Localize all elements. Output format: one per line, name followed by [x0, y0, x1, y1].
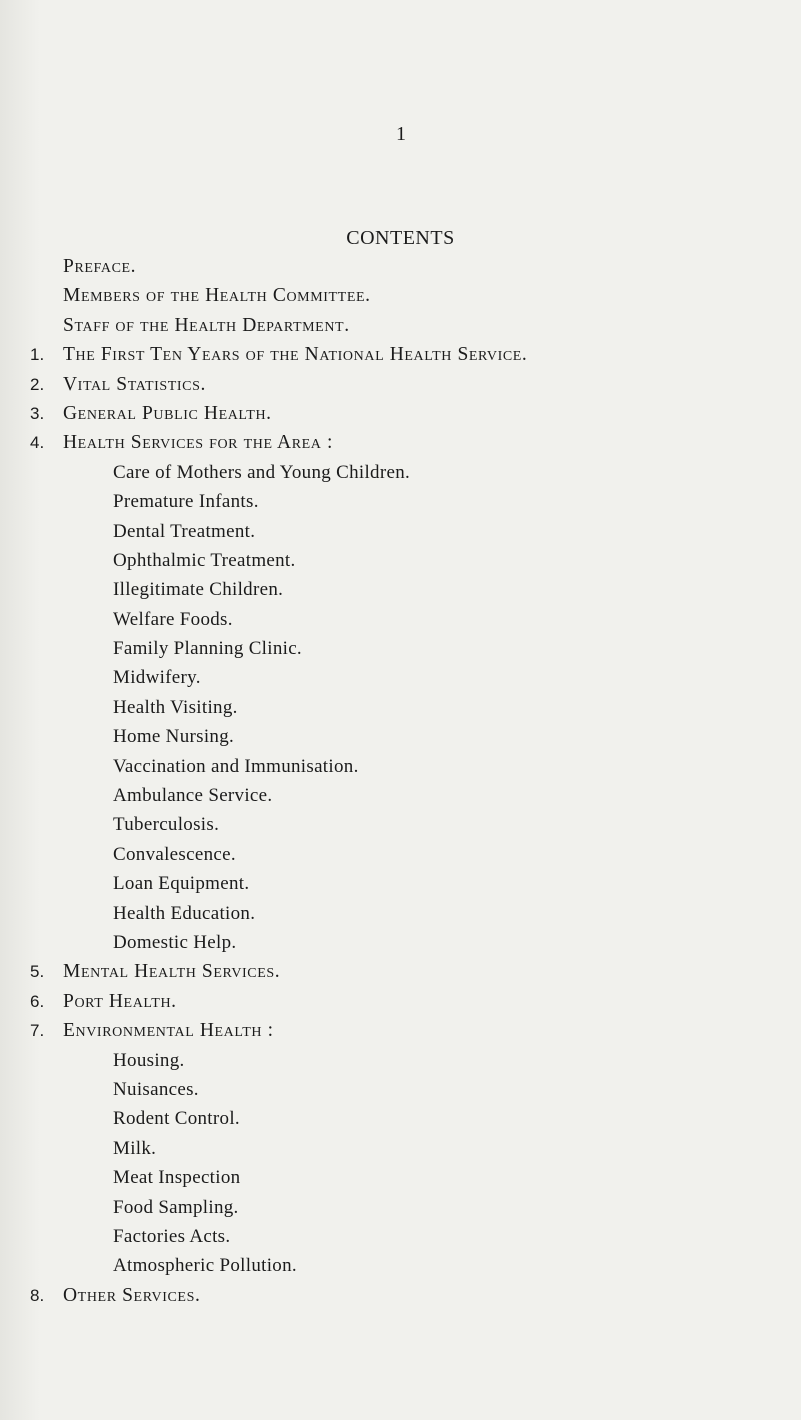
toc-subentry: [0, 487, 801, 516]
toc-entry-title: Environmental Health :: [63, 1020, 274, 1042]
toc-entry: [0, 987, 801, 1016]
toc-subentry-title: Ambulance Service.: [113, 785, 273, 807]
toc-subentry-title: Rodent Control.: [113, 1108, 240, 1130]
toc-subentry: [0, 1075, 801, 1104]
toc-subentry: [0, 634, 801, 663]
toc-subentry-title: Health Education.: [113, 902, 256, 924]
toc-entry: [0, 399, 801, 428]
toc-subentry-title: Loan Equipment.: [113, 873, 250, 895]
toc-subentry: [0, 546, 801, 575]
toc-subentry-title: Housing.: [113, 1049, 185, 1071]
toc-subentry-title: Health Visiting.: [113, 696, 238, 718]
toc-entry-number: 8.: [30, 1285, 45, 1305]
toc-subentry: [0, 663, 801, 692]
toc-subentry: [0, 840, 801, 869]
page-number: 1: [396, 123, 406, 145]
toc-subentry: [0, 693, 801, 722]
toc-subentry: [0, 1163, 801, 1192]
toc-entry-number: 2.: [30, 374, 45, 394]
toc-subentry-title: Premature Infants.: [113, 491, 259, 513]
toc-subentry-title: Family Planning Clinic.: [113, 638, 302, 660]
toc-subentry-title: Welfare Foods.: [113, 608, 233, 630]
toc-subentry: [0, 722, 801, 751]
toc-subentry-title: Ophthalmic Treatment.: [113, 549, 296, 571]
toc-entry: [0, 281, 801, 310]
toc-entry-title: Members of the Health Committee.: [63, 285, 371, 307]
toc-entry: [0, 311, 801, 340]
toc-entry-title: Other Services.: [63, 1284, 201, 1306]
toc-entry-number: 5.: [30, 962, 45, 982]
toc-subentry-title: Meat Inspection: [113, 1167, 241, 1189]
toc-entry-title: Mental Health Services.: [63, 961, 281, 983]
toc-subentry-title: Convalescence.: [113, 843, 236, 865]
toc-subentry: [0, 575, 801, 604]
toc-subentry-title: Care of Mothers and Young Children.: [113, 461, 411, 483]
toc-subentry: [0, 1222, 801, 1251]
toc-entry-title: Vital Statistics.: [63, 373, 206, 395]
toc-subentry-title: Illegitimate Children.: [113, 579, 284, 601]
toc-subentry: [0, 928, 801, 957]
table-of-contents: [0, 252, 801, 1310]
toc-subentry: [0, 899, 801, 928]
toc-entry-number: 1.: [30, 345, 45, 365]
toc-entry-title: The First Ten Years of the National Health Service.: [63, 344, 528, 366]
toc-subentry: [0, 1104, 801, 1133]
toc-entry: [0, 252, 801, 281]
toc-subentry-title: Food Sampling.: [113, 1196, 239, 1218]
toc-entry-title: Health Services for the Area :: [63, 432, 333, 454]
toc-subentry-title: Milk.: [113, 1137, 157, 1159]
toc-subentry-title: Nuisances.: [113, 1078, 199, 1100]
toc-subentry: [0, 1134, 801, 1163]
toc-entry-title: General Public Health.: [63, 402, 272, 424]
toc-entry-title: Preface.: [63, 256, 137, 277]
toc-subentry-title: Vaccination and Immunisation.: [113, 755, 359, 777]
toc-entry: [0, 428, 801, 457]
toc-subentry: [0, 781, 801, 810]
contents-heading: CONTENTS: [346, 227, 455, 249]
toc-entry: [0, 957, 801, 986]
toc-subentry: [0, 869, 801, 898]
toc-subentry-title: Factories Acts.: [113, 1225, 231, 1247]
toc-subentry: [0, 1046, 801, 1075]
toc-entry: [0, 370, 801, 399]
toc-entry-number: 7.: [30, 1021, 45, 1041]
toc-entry: [0, 1016, 801, 1045]
toc-entry: [0, 1281, 801, 1310]
toc-subentry-title: Dental Treatment.: [113, 520, 256, 542]
toc-subentry-title: Domestic Help.: [113, 931, 237, 953]
toc-subentry: [0, 752, 801, 781]
toc-subentry-title: Midwifery.: [113, 667, 201, 689]
toc-entry-number: 4.: [30, 433, 45, 453]
toc-subentry: [0, 458, 801, 487]
toc-subentry-title: Home Nursing.: [113, 726, 235, 748]
toc-subentry: [0, 1251, 801, 1280]
toc-entry-title: Staff of the Health Department.: [63, 314, 350, 336]
toc-subentry: [0, 1193, 801, 1222]
toc-entry-number: 6.: [30, 991, 45, 1011]
toc-entry-number: 3.: [30, 403, 45, 423]
toc-subentry: [0, 810, 801, 839]
toc-subentry: [0, 605, 801, 634]
toc-entry-title: Port Health.: [63, 990, 177, 1012]
toc-subentry: [0, 517, 801, 546]
toc-subentry-title: Atmospheric Pollution.: [113, 1255, 297, 1277]
toc-subentry-title: Tuberculosis.: [113, 814, 220, 836]
toc-entry: [0, 340, 801, 369]
